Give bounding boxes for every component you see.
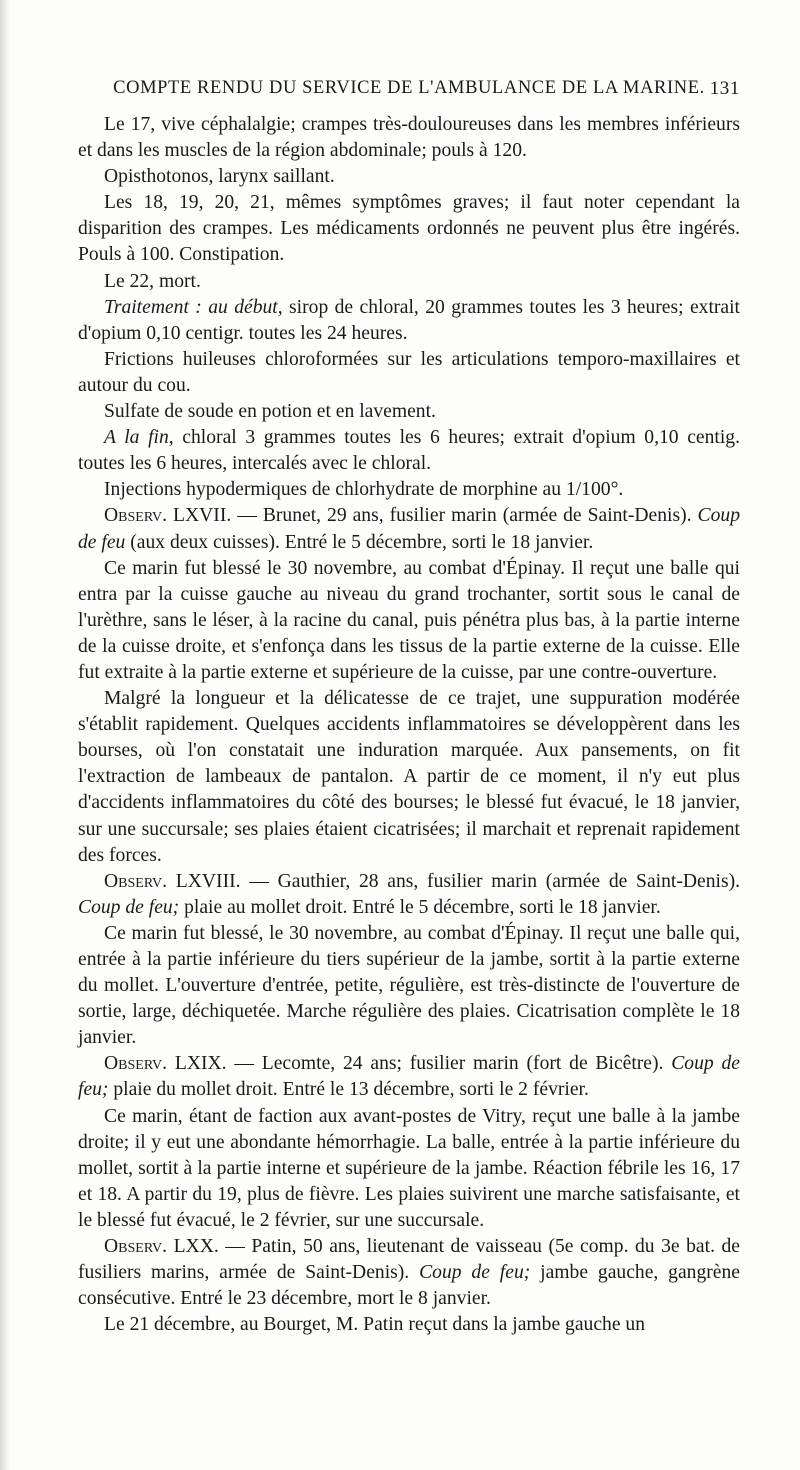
- observation-label: Observ.: [104, 1053, 168, 1075]
- observation-label: Observ.: [104, 1236, 168, 1258]
- italic-lead: A la fin,: [104, 427, 174, 449]
- running-title: COMPTE RENDU DU SERVICE DE L'AMBULANCE DE LA MARINE.: [113, 78, 705, 98]
- italic-lead: Coup de feu;: [78, 1053, 740, 1101]
- paragraph: Ce marin, étant de faction aux avant-postes de Vitry, reçut une balle à la jambe droite; il y eut une abondante hémorrhagie. La balle, entrée à la partie inférieure du mollet, sortit à la partie interne et supérieure de la jambe. Réaction fébrile les 16, 17 et 18. A partir du 19, plus de fièvre. Les plaies suivirent une marche satisfaisante, et le blessé fut évacué, le 2 février, sur une succursale.: [78, 1105, 740, 1231]
- observation-heading: Observ. LXIX. — Lecomte, 24 ans; fusilier marin (fort de Bicêtre). Coup de feu; plaie du mollet droit. Entré le 13 décembre, sorti le 2 février.: [78, 1053, 740, 1101]
- book-page: [78, 66, 740, 1456]
- paragraph: Ce marin fut blessé le 30 novembre, au combat d'Épinay. Il reçut une balle qui entra par la cuisse gauche au niveau du grand trochanter, sortit sous le canal de l'urèthre, sans le léser, à la racine du canal, puis pénétra plus bas, à la partie interne de la cuisse droite, et s'enfonça dans les tissus de la partie externe de la cuisse. Elle fut extraite à la partie externe et supérieure de la cuisse, par une contre-ouverture.: [78, 557, 740, 683]
- paragraph: Le 22, mort.: [104, 270, 201, 292]
- page-number: 131: [709, 78, 740, 99]
- paragraph: Le 21 décembre, au Bourget, M. Patin reçut dans la jambe gauche un: [104, 1314, 646, 1336]
- body-text: [78, 112, 740, 1338]
- observation-heading: Observ. LXVII. — Brunet, 29 ans, fusilier marin (armée de Saint-Denis). Coup de feu (aux deux cuisses). Entré le 5 décembre, sorti le 18 janvier.: [78, 505, 740, 553]
- paragraph: Ce marin fut blessé, le 30 novembre, au combat d'Épinay. Il reçut une balle qui, entrée à la partie inférieure du tiers supérieur de la jambe, sortit à la partie externe du mollet. L'ouverture d'entrée, petite, régulière, est très-distincte de l'ouverture de sortie, large, déchiquetée. Marche régulière des plaies. Cicatrisation complète le 18 janvier.: [78, 922, 740, 1049]
- paragraph: Opisthotonos, larynx saillant.: [104, 166, 335, 188]
- italic-lead: Coup de feu: [78, 505, 740, 553]
- running-header: [78, 66, 740, 106]
- italic-lead: Coup de feu;: [78, 896, 180, 918]
- paragraph: Injections hypodermiques de chlorhydrate de morphine au 1/100°.: [104, 479, 624, 501]
- paragraph: Sulfate de soude en potion et en lavement.: [104, 401, 436, 423]
- italic-lead: Coup de feu;: [419, 1262, 531, 1284]
- observation-heading: Observ. LXX. — Patin, 50 ans, lieutenant de vaisseau (5e comp. du 3e bat. de fusiliers marins, armée de Saint-Denis). Coup de feu; jambe gauche, gangrène consécutive. Entré le 23 décembre, mort le 8 janvier.: [78, 1236, 740, 1310]
- paragraph: Malgré la longueur et la délicatesse de ce trajet, une suppuration modérée s'établit rapidement. Quelques accidents inflammatoires se développèrent dans les bourses, où l'on constatait une induration marquée. Aux pansements, on fit l'extraction de lambeaux de pantalon. A partir de ce moment, il n'y eut plus d'accidents inflammatoires du côté des bourses; le blessé fut évacué, le 18 janvier, sur une succursale; ses plaies étaient cicatrisées; il marchait et reprenait rapidement des forces.: [78, 688, 740, 866]
- paragraph: Traitement : au début, sirop de chloral, 20 grammes toutes les 3 heures; extrait d'opium 0,10 centigr. toutes les 24 heures.: [78, 296, 741, 344]
- observation-heading: Observ. LXVIII. — Gauthier, 28 ans, fusilier marin (armée de Saint-Denis). Coup de feu; plaie au mollet droit. Entré le 5 décembre, sorti le 18 janvier.: [78, 870, 740, 918]
- paragraph: A la fin, chloral 3 grammes toutes les 6 heures; extrait d'opium 0,10 centig. toutes les 6 heures, intercalés avec le chloral.: [78, 427, 740, 475]
- observation-label: Observ.: [104, 870, 168, 892]
- paragraph: Les 18, 19, 20, 21, mêmes symptômes graves; il faut noter cependant la disparition des crampes. Les médicaments ordonnés ne peuvent plus être ingérés. Pouls à 100. Constipation.: [78, 192, 740, 266]
- observation-label: Observ.: [104, 505, 168, 527]
- page-spine-shadow: [0, 0, 10, 1470]
- italic-lead: Traitement : au début,: [104, 296, 283, 318]
- paragraph: Frictions huileuses chloroformées sur les articulations temporo-maxillaires et autour du cou.: [78, 348, 740, 396]
- paragraph: Le 17, vive céphalalgie; crampes très-douloureuses dans les membres inférieurs et dans les muscles de la région abdominale; pouls à 120.: [78, 114, 740, 162]
